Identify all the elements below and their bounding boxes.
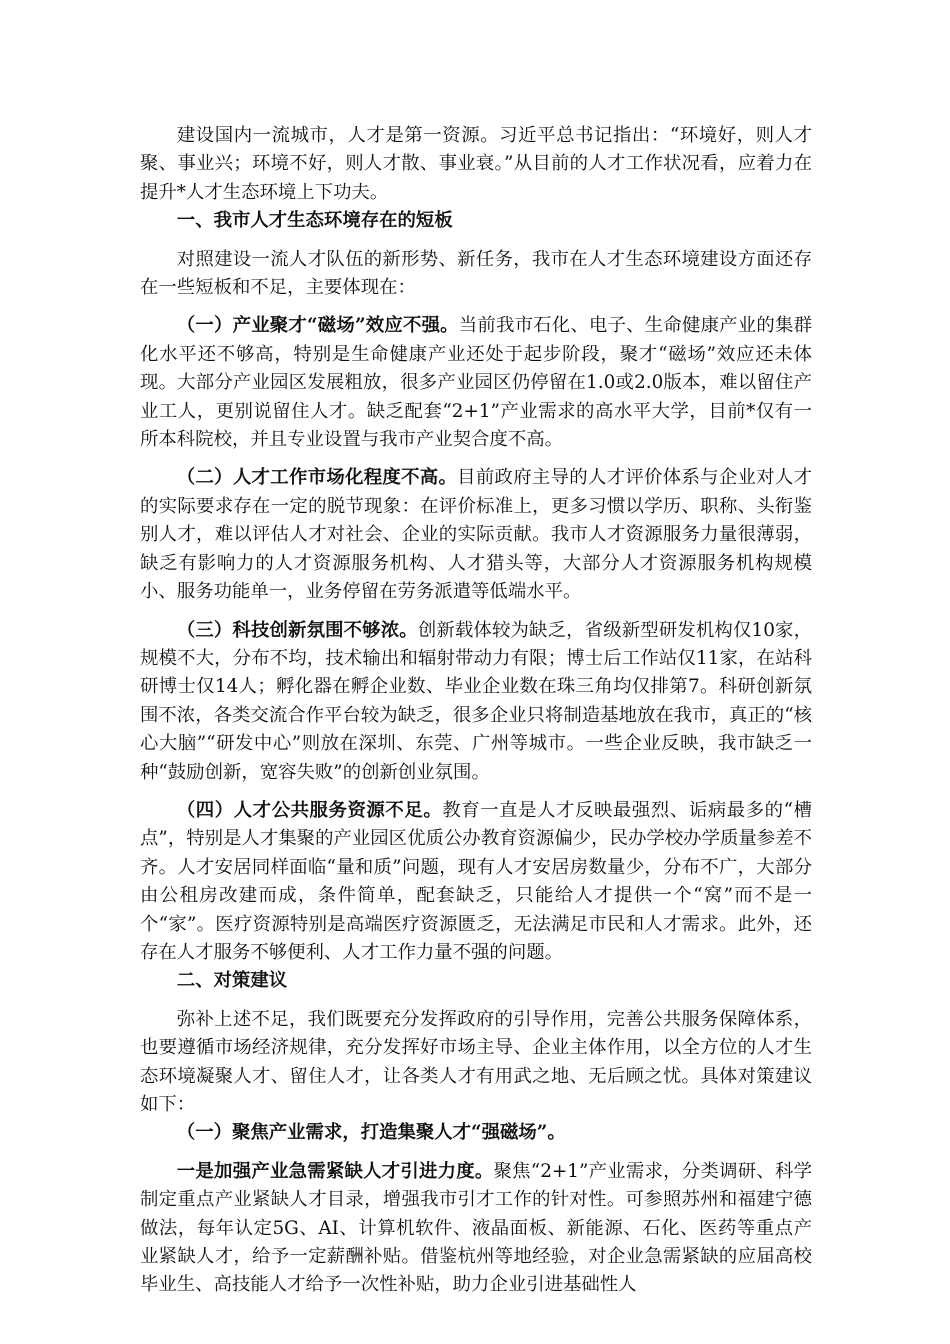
section1-heading: 一、我市人才生态环境存在的短板: [176, 210, 453, 232]
section2-intro-paragraph: 弥补上述不足，我们既要充分发挥政府的引导作用，完善公共服务保障体系，也要遵循市场经济规律，充分发挥好市场主导、企业主体作用，以全方位的人才生态环境凝聚人才、留住人才，让各类人才有用武之地、无后顾之忧。具体对策建议如下：: [140, 1008, 812, 1115]
section2-heading: 二、对策建议: [176, 970, 288, 992]
item3-paragraph: [140, 617, 812, 787]
intro-paragraph: 建设国内一流城市，人才是第一资源。习近平总书记指出：“环境好，则人才聚、事业兴；环境不好，则人才散、事业衰。”从目前的人才工作状况看，应着力在提升*人才生态环境上下功夫。: [140, 125, 812, 203]
item1-title: （一）产业聚才“磁场”效应不强。: [176, 315, 459, 337]
point1-text: 聚焦“2+1”产业需求，分类调研、科学制定重点产业紧缺人才目录，增强我市引才工作的针对性。可参照苏州和福建宁德做法，每年认定5G、AI、计算机软件、液晶面板、新能源、石化、医药等重点产业紧缺人才，给予一定薪酬补贴。借鉴杭州等地经验，对企业急需紧缺的应届高校毕业生、高技能人才给予一次性补贴，助力企业引进基础性人: [140, 1160, 812, 1296]
item4-text: 教育一直是人才反映最强烈、诟病最多的“槽点”，特别是人才集聚的产业园区优质公办教育资源偏少，民办学校办学质量参差不齐。人才安居同样面临“量和质”问题，现有人才安居房数量少，分布不广，大部分由公租房改建而成，条件简单，配套缺乏，只能给人才提供一个“窝”而不是一个“家”。医疗资源特别是高端医疗资源匮乏，无法满足市民和人才需求。此外，还存在人才服务不够便利、人才工作力量不强的问题。: [140, 799, 812, 963]
point1-title: 一是加强产业急需紧缺人才引进力度。: [176, 1160, 494, 1182]
item1-paragraph: [140, 312, 812, 454]
item4-title: （四）人才公共服务资源不足。: [176, 799, 443, 821]
item4-paragraph: [140, 797, 812, 967]
section1-intro-paragraph: 对照建设一流人才队伍的新形势、新任务，我市在人才生态环境建设方面还存在一些短板和不足，主要体现在：: [140, 248, 812, 299]
document-body: [140, 122, 812, 1300]
sub1-heading: （一）聚焦产业需求，打造集聚人才“强磁场”。: [176, 1122, 566, 1144]
item3-text: 创新载体较为缺乏，省级新型研发机构仅10家，规模不大，分布不均，技术输出和辐射带动力有限；博士后工作站仅11家，在站科研博士仅14人；孵化器在孵企业数、毕业企业数在珠三角均仅排第7。科研创新氛围不浓，各类交流合作平台较为缺乏，很多企业只将制造基地放在我市，真正的“核心大脑”“研发中心”则放在深圳、东莞、广州等城市。一些企业反映，我市缺乏一种“鼓励创新，宽容失败”的创新创业氛围。: [140, 619, 812, 783]
item2-text: 目前政府主导的人才评价体系与企业对人才的实际要求存在一定的脱节现象：在评价标准上，更多习惯以学历、职称、头衔鉴别人才，难以评估人才对社会、企业的实际贡献。我市人才资源服务力量很薄弱，缺乏有影响力的人才资源服务机构、人才猎头等，大部分人才资源服务机构规模小、服务功能单一，业务停留在劳务派遣等低端水平。: [140, 467, 812, 603]
item1-text: 当前我市石化、电子、生命健康产业的集群化水平还不够高，特别是生命健康产业还处于起步阶段，聚才“磁场”效应还未体现。大部分产业园区发展粗放，很多产业园区仍停留在1.0或2.0版本，难以留住产业工人，更别说留住人才。缺乏配套“2+1”产业需求的高水平大学，目前*仅有一所本科院校，并且专业设置与我市产业契合度不高。: [140, 315, 812, 451]
item2-title: （二）人才工作市场化程度不高。: [176, 467, 458, 489]
point1-paragraph: [140, 1158, 812, 1300]
item3-title: （三）科技创新氛围不够浓。: [176, 619, 418, 641]
item2-paragraph: [140, 464, 812, 606]
